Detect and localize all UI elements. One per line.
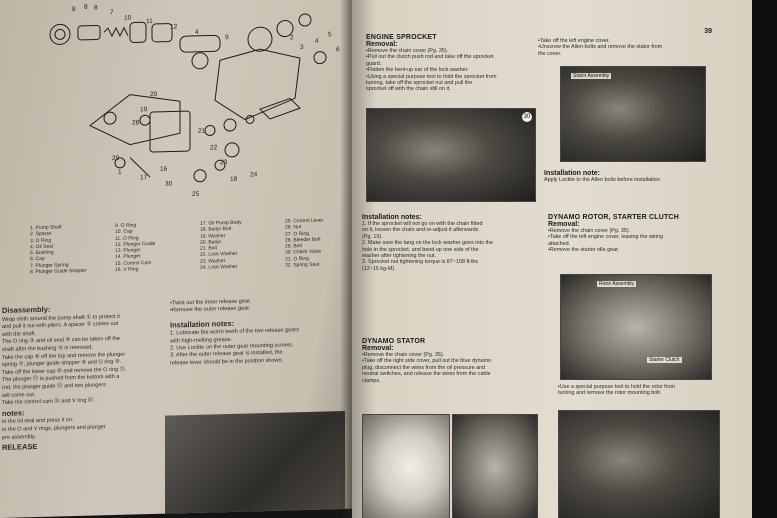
text-line: •Pull out the clutch push rod and take off the sprocket — [366, 54, 494, 61]
photo-label: Stator Assembly — [573, 73, 610, 79]
rotor-starter-clutch-photo — [560, 274, 712, 380]
text-line: guard. — [366, 60, 382, 67]
callout-label: 4 — [315, 37, 319, 45]
section-title: DYNAMO ROTOR, STARTER CLUTCH — [548, 214, 679, 221]
text-line: (12~15 kg-M). — [362, 265, 396, 272]
text-line: shaft after the bushing ⑤ is removed. — [2, 344, 93, 353]
stator-removal-steps — [538, 38, 738, 57]
callout-label: 8 — [72, 6, 76, 14]
parts-list-item: 15. Control Cam — [115, 259, 152, 267]
callout-label: 20 — [150, 90, 158, 99]
parts-list-item: 28. Bleeder Bolt — [285, 236, 321, 244]
oil-pump-exploded-diagram — [20, 0, 340, 215]
parts-list-item: 24. Lock Washer — [200, 263, 238, 271]
photo-label: Rotor Assembly — [599, 281, 635, 287]
text-line: spring ⑦, plunger guide stopper ⑧ and O ring ⑨. — [2, 358, 122, 369]
callout-label: 29 — [112, 154, 120, 163]
callout-label: 24 — [250, 171, 258, 179]
callout-label: 19 — [140, 106, 148, 114]
text-line: sprocket off with the chain still on it. — [366, 86, 451, 93]
callout-label: 1 — [118, 168, 122, 176]
installation-notes-heading: Installation notes: — [362, 214, 422, 221]
text-line: rod, the plunger guide ⑫ and two plungers — [2, 382, 106, 391]
parts-list-item: 11. O Ring — [115, 234, 139, 242]
callout-label: 25 — [192, 190, 200, 198]
parts-list-item: 30. Check Valve — [285, 249, 322, 257]
text-line: 1. Lubricate the worm teeth of the two release gears — [170, 327, 300, 337]
text-line: the cover. — [538, 50, 562, 57]
removal-heading: Removal: — [548, 221, 580, 228]
callout-label: 6 — [336, 46, 340, 54]
parts-column — [200, 219, 275, 271]
callout-label: 3 — [300, 44, 304, 52]
text-line: The O ring ③ and oil seal ④ can be taken off the — [2, 336, 120, 346]
parts-list-item: 32. Spring Seat — [285, 261, 320, 269]
section-title: ENGINE SPROCKET — [366, 34, 437, 41]
parts-list-item: 26. Nut — [285, 224, 302, 231]
text-line: Take the control cam ⑮ and V ring ⑯. — [2, 397, 95, 407]
text-line: will come out. — [2, 391, 36, 399]
release-heading: RELEASE — [2, 442, 38, 453]
text-line: to the oil seal and press it on. — [2, 417, 74, 426]
text-line: washer after tightening the nut. — [362, 253, 437, 260]
text-line: Apply Loctite to the Allen bolts before installation. — [544, 177, 662, 183]
installation-notes-heading: Installation notes: — [170, 318, 235, 330]
text-line: 2. Make sure the tang on the lock washer goes into the — [362, 240, 493, 247]
text-line: The plunger ⑬ is pushed from the bottom with a — [2, 374, 120, 384]
text-line: release lever should be in the position shown. — [170, 357, 284, 367]
text-line: attached. — [548, 240, 571, 247]
dynamo-rotor-section — [548, 214, 748, 254]
text-line: •Remove the outer release gear. — [170, 305, 251, 314]
parts-list-item: 8. Plunger Guide Stopper — [30, 267, 87, 276]
callout-label: 7 — [110, 9, 114, 17]
removal-heading: Removal: — [362, 345, 394, 352]
parts-list-item: 25. Control Lever — [285, 217, 324, 225]
text-line: 2. Use Loctite on the outer gear mounting screws. — [170, 342, 294, 352]
callout-label: 8 — [84, 3, 88, 11]
callout-label: 4 — [195, 28, 199, 36]
text-line: •Flatten the bent-up ear of the lock washer. — [366, 67, 469, 74]
text-line: turning, take off the sprocket nut and pull the — [366, 80, 473, 87]
text-line: •Take off the left engine cover, leaving the wiring — [548, 234, 664, 241]
parts-list-item: 13. Plunger — [115, 247, 141, 255]
parts-list — [30, 217, 352, 276]
parts-list-item: 23. Washer — [200, 257, 226, 265]
callout-label: 5 — [328, 31, 332, 39]
text-line: plug, disconnect the wires from the oil pressure and — [362, 364, 486, 371]
engine-sprocket-photo — [366, 108, 536, 202]
parts-list-item: 31. O Ring — [285, 255, 309, 263]
parts-list-item: 9. O Ring — [115, 222, 137, 229]
text-line: hole in the sprocket, and bend up one side of the — [362, 246, 479, 253]
text-line: 3. After the outer release gear is installed, the — [170, 350, 283, 359]
disassembly-heading: Disassembly: — [2, 304, 51, 315]
parts-list-item: 20. Banjo — [200, 239, 222, 246]
callout-label: 16 — [160, 165, 168, 173]
parts-column — [115, 221, 190, 273]
parts-list-item: 12. Plunger Guide — [115, 240, 156, 248]
parts-list-item: 7. Plunger Spring — [30, 261, 69, 269]
text-line: and pull it out with pliers. A spacer ② comes out — [2, 321, 119, 331]
page-number: 39 — [704, 28, 712, 35]
text-line: 1. If the sprocket will not go on with the chain fitted — [362, 221, 483, 227]
text-line: neutral switches, and release the wires from the cable — [362, 371, 491, 378]
callout-label: 11 — [146, 18, 153, 26]
text-line: •Remove the chain cover (Pg. 35). — [362, 352, 445, 358]
callout-label: 28 — [132, 119, 140, 127]
parts-list-item: 4. Oil Seal — [30, 243, 54, 251]
callout-label: 21 — [198, 127, 206, 135]
left-page — [0, 0, 352, 518]
parts-list-item: 6. Cap — [30, 256, 45, 263]
text-line: on it, loosen the chain and re-adjust it afterwards — [362, 227, 479, 234]
right-page — [352, 0, 752, 518]
stator-assembly-photo — [560, 66, 706, 162]
parts-list-item: 1. Pump Shaft — [30, 224, 62, 232]
text-line: •Using a special purpose tool to hold the sprocket from — [366, 73, 497, 80]
text-line: 3. Sprocket nut tightening torque is 87~108 ft-lbs — [362, 259, 479, 266]
stator-installation-note — [544, 170, 744, 183]
parts-list-item: 10. Cap — [115, 228, 133, 236]
photo-label: Starter Clutch — [649, 357, 680, 363]
text-line: •Remove the chain cover (Pg. 35). — [366, 48, 449, 54]
parts-column — [30, 223, 105, 275]
dynamo-stator-photo-2 — [452, 414, 538, 518]
text-line: •Unscrew the Allen bolts and remove the stator from — [538, 44, 663, 51]
text-line: •Twist out the inner release gear. — [170, 298, 252, 307]
callout-label: 9 — [225, 34, 229, 42]
text-line: pre assembly. — [2, 433, 36, 441]
callout-label: 12 — [170, 23, 178, 31]
section-title: DYNAMO STATOR — [362, 338, 426, 345]
callout-label: 2 — [290, 34, 294, 42]
notes-heading: notes: — [2, 408, 25, 418]
callout-label: 10 — [124, 14, 132, 22]
parts-list-item: 21. Bolt — [200, 245, 217, 252]
rotor-removal-tool-step — [558, 384, 748, 397]
parts-list-item: 5. Bushing — [30, 249, 54, 257]
parts-list-item: 14. Plunger — [115, 253, 141, 261]
parts-list-item: 17. Oil Pump Body — [200, 219, 242, 227]
text-line: with high-melting grease. — [170, 336, 233, 345]
text-line: •Take off the right side cover, pull out the blue dynamo — [362, 358, 492, 365]
background-edge — [752, 0, 777, 518]
rotor-removal-photo — [558, 410, 720, 518]
release-gear-section — [170, 296, 340, 368]
parts-list-item: 22. Lock Washer — [200, 251, 238, 259]
text-line: Take the cap ⑥ off the top and remove the plunger — [2, 351, 126, 361]
callout-label: 17 — [140, 174, 148, 182]
parts-list-item: 19. Washer — [200, 232, 226, 240]
dynamo-stator-photo-1 — [362, 414, 450, 518]
text-line: clamps. — [362, 377, 381, 384]
text-line: •Remove the starter idle gear. — [548, 247, 620, 254]
text-line: Wrap cloth around the pump shaft ① to protect it — [2, 313, 120, 323]
engine-sprocket-section — [366, 34, 536, 93]
callout-label: 18 — [230, 175, 238, 183]
callout-label: 30 — [165, 180, 173, 188]
text-line: (Pg. 19). — [362, 233, 383, 240]
disassembly-section — [2, 301, 152, 454]
text-line: •Use a special purpose tool to hold the rotor from — [558, 384, 675, 390]
installation-note-heading: Installation note: — [544, 170, 600, 177]
callout-label: 22 — [210, 144, 218, 152]
text-line: •Take off the left engine cover. — [538, 38, 610, 44]
parts-list-item: 16. V Ring — [115, 266, 139, 274]
text-line: to the O and V rings, plungers and plunger — [2, 424, 106, 433]
parts-list-item: 3. O Ring — [30, 237, 52, 244]
text-line: Take off the lower cap ⑩ and remove the O ring ⑪. — [2, 366, 127, 376]
parts-list-item: 27. O Ring — [285, 230, 309, 238]
callout-label: 8 — [94, 4, 98, 12]
parts-list-item: 29. Bolt — [285, 243, 302, 250]
removal-heading: Removal: — [366, 41, 398, 48]
sprocket-installation-notes — [362, 214, 542, 272]
callout-label: 23 — [220, 159, 228, 167]
text-line: with the shaft. — [2, 330, 36, 338]
text-line: turning and remove the rotor mounting bolt. — [558, 390, 662, 397]
photo-number: 30 — [523, 114, 531, 120]
parts-list-item: 2. Spacer — [30, 230, 52, 238]
text-line: •Remove the chain cover (Pg. 35). — [548, 228, 631, 234]
dynamo-stator-section — [362, 338, 542, 384]
release-gear-photo — [165, 411, 345, 516]
parts-list-item: 18. Banjo Bolt — [200, 226, 232, 234]
